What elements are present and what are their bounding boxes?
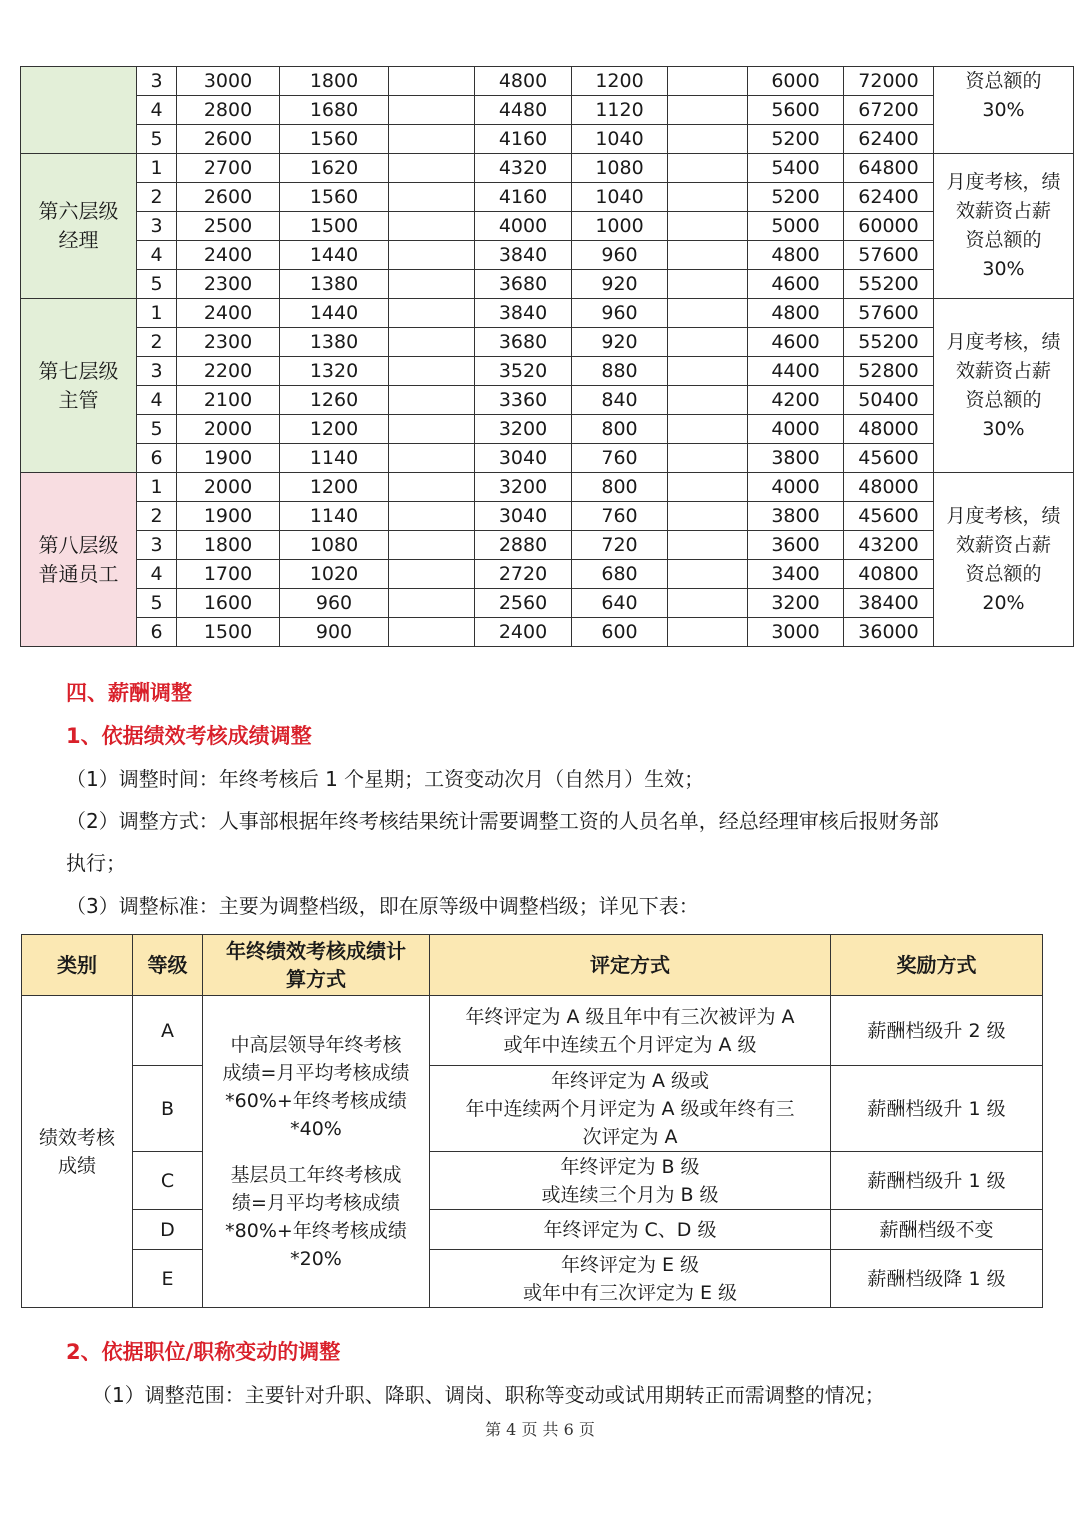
salary-cell: 1440 [280, 241, 389, 270]
paragraph-adjust-method-cont: 执行； [66, 851, 126, 875]
salary-cell [389, 125, 475, 154]
salary-cell: 2500 [177, 212, 280, 241]
salary-cell: 2800 [177, 96, 280, 125]
salary-cell: 3840 [475, 299, 572, 328]
salary-cell: 3000 [177, 67, 280, 96]
salary-cell: 60000 [844, 212, 934, 241]
grade-cell: 1 [137, 299, 177, 328]
salary-cell: 800 [572, 415, 668, 444]
salary-cell: 4200 [748, 386, 844, 415]
salary-cell: 2880 [475, 531, 572, 560]
evaluation-cell: 年终评定为 E 级 或年中有三次评定为 E 级 [430, 1250, 831, 1308]
salary-cell: 2300 [177, 328, 280, 357]
salary-cell: 52800 [844, 357, 934, 386]
salary-cell: 4800 [748, 299, 844, 328]
salary-cell: 4800 [748, 241, 844, 270]
salary-cell: 3200 [475, 473, 572, 502]
salary-cell: 43200 [844, 531, 934, 560]
salary-row [21, 386, 1074, 415]
grade-cell: 4 [137, 560, 177, 589]
salary-cell: 1380 [280, 270, 389, 299]
salary-cell: 6000 [748, 67, 844, 96]
header-grade: 等级 [133, 935, 203, 996]
calc-method-cell [203, 996, 430, 1308]
salary-cell: 1680 [280, 96, 389, 125]
salary-cell: 2100 [177, 386, 280, 415]
grade-cell: 3 [137, 531, 177, 560]
salary-cell: 5200 [748, 183, 844, 212]
salary-cell: 3040 [475, 502, 572, 531]
salary-cell [668, 96, 748, 125]
grade-cell: 4 [137, 241, 177, 270]
grade-cell: 5 [137, 589, 177, 618]
salary-cell [389, 386, 475, 415]
header-calc-method-text: 年终绩效考核成绩计 算方式 [226, 939, 406, 991]
salary-cell: 1900 [177, 444, 280, 473]
salary-cell: 1600 [177, 589, 280, 618]
evaluation-cell: 年终评定为 A 级或 年中连续两个月评定为 A 级或年终有三 次评定为 A [430, 1066, 831, 1152]
salary-cell [668, 270, 748, 299]
salary-cell: 1040 [572, 125, 668, 154]
salary-cell: 4000 [748, 473, 844, 502]
salary-cell: 1800 [177, 531, 280, 560]
adjustment-row [22, 1152, 1043, 1210]
evaluation-cell: 年终评定为 C、D 级 [430, 1210, 831, 1250]
header-calc-method [203, 935, 430, 996]
salary-cell: 960 [572, 299, 668, 328]
salary-cell: 1440 [280, 299, 389, 328]
salary-cell: 1260 [280, 386, 389, 415]
salary-cell: 57600 [844, 299, 934, 328]
note-cell: 资总额的 30% [934, 67, 1074, 154]
salary-cell: 1080 [280, 531, 389, 560]
salary-cell [389, 241, 475, 270]
salary-cell [668, 531, 748, 560]
salary-cell [389, 270, 475, 299]
salary-row [21, 618, 1074, 647]
salary-row [21, 444, 1074, 473]
salary-cell: 3200 [748, 589, 844, 618]
salary-cell: 3800 [748, 444, 844, 473]
grade-cell: 6 [137, 618, 177, 647]
salary-cell [389, 589, 475, 618]
salary-cell [668, 415, 748, 444]
reward-cell: 薪酬档级降 1 级 [831, 1250, 1043, 1308]
salary-cell: 4600 [748, 328, 844, 357]
salary-cell [668, 241, 748, 270]
salary-cell: 2560 [475, 589, 572, 618]
reward-cell: 薪酬档级升 2 级 [831, 996, 1043, 1066]
salary-cell [668, 154, 748, 183]
salary-row [21, 531, 1074, 560]
salary-row [21, 415, 1074, 444]
salary-cell: 2400 [475, 618, 572, 647]
salary-cell [389, 502, 475, 531]
note-cell: 月度考核，绩 效薪资占薪 资总额的 20% [934, 473, 1074, 647]
salary-cell: 3840 [475, 241, 572, 270]
salary-cell: 4000 [475, 212, 572, 241]
salary-cell [668, 473, 748, 502]
salary-cell: 960 [280, 589, 389, 618]
salary-cell: 3000 [748, 618, 844, 647]
salary-row [21, 96, 1074, 125]
grade-cell: 3 [137, 357, 177, 386]
salary-cell [389, 328, 475, 357]
salary-table [20, 66, 1074, 647]
grade-cell: 2 [137, 183, 177, 212]
salary-cell [668, 212, 748, 241]
subsection-title-performance: 1、依据绩效考核成绩调整 [66, 724, 312, 748]
salary-cell: 3680 [475, 328, 572, 357]
salary-cell: 2700 [177, 154, 280, 183]
salary-cell: 600 [572, 618, 668, 647]
header-evaluation: 评定方式 [430, 935, 831, 996]
salary-cell: 48000 [844, 473, 934, 502]
salary-cell: 2200 [177, 357, 280, 386]
salary-cell [668, 589, 748, 618]
grade-cell: 5 [137, 125, 177, 154]
salary-cell: 2000 [177, 415, 280, 444]
salary-cell: 4160 [475, 125, 572, 154]
salary-cell [668, 357, 748, 386]
salary-row [21, 212, 1074, 241]
salary-cell: 72000 [844, 67, 934, 96]
salary-cell: 760 [572, 502, 668, 531]
salary-cell: 1040 [572, 183, 668, 212]
salary-cell: 5400 [748, 154, 844, 183]
salary-cell: 40800 [844, 560, 934, 589]
grade-cell: 3 [137, 67, 177, 96]
salary-cell: 2400 [177, 299, 280, 328]
salary-cell: 2720 [475, 560, 572, 589]
adjustment-table [21, 934, 1043, 1308]
salary-cell: 1200 [572, 67, 668, 96]
salary-cell: 4320 [475, 154, 572, 183]
salary-cell [389, 415, 475, 444]
salary-cell: 38400 [844, 589, 934, 618]
salary-cell [668, 67, 748, 96]
salary-cell [389, 154, 475, 183]
salary-cell [668, 618, 748, 647]
salary-cell: 1800 [280, 67, 389, 96]
salary-cell: 1320 [280, 357, 389, 386]
reward-cell: 薪酬档级不变 [831, 1210, 1043, 1250]
salary-cell: 1620 [280, 154, 389, 183]
salary-cell: 50400 [844, 386, 934, 415]
level-cell: 第七层级 主管 [21, 299, 137, 473]
adjustment-row [22, 996, 1043, 1066]
salary-cell: 2400 [177, 241, 280, 270]
salary-cell [668, 444, 748, 473]
salary-cell: 2600 [177, 183, 280, 212]
salary-cell: 5000 [748, 212, 844, 241]
salary-cell [389, 560, 475, 589]
adjustment-table-header-row [22, 935, 1043, 996]
salary-row [21, 125, 1074, 154]
salary-cell: 67200 [844, 96, 934, 125]
salary-cell: 1560 [280, 125, 389, 154]
grade-cell: B [133, 1066, 203, 1152]
paragraph-adjust-standard: （3）调整标准：主要为调整档级，即在原等级中调整档级；详见下表： [66, 894, 699, 918]
salary-cell [389, 96, 475, 125]
level-cell [21, 67, 137, 154]
evaluation-cell: 年终评定为 B 级 或连续三个月为 B 级 [430, 1152, 831, 1210]
salary-cell: 62400 [844, 183, 934, 212]
grade-cell: 2 [137, 328, 177, 357]
salary-cell [389, 299, 475, 328]
reward-cell: 薪酬档级升 1 级 [831, 1152, 1043, 1210]
salary-row [21, 241, 1074, 270]
salary-cell: 45600 [844, 444, 934, 473]
salary-cell [389, 473, 475, 502]
salary-cell: 55200 [844, 270, 934, 299]
salary-cell: 2000 [177, 473, 280, 502]
category-cell: 绩效考核 成绩 [22, 996, 133, 1308]
salary-cell: 1020 [280, 560, 389, 589]
salary-cell: 3200 [475, 415, 572, 444]
salary-cell: 3360 [475, 386, 572, 415]
salary-row [21, 67, 1074, 96]
salary-row [21, 502, 1074, 531]
salary-cell: 1120 [572, 96, 668, 125]
salary-row [21, 183, 1074, 212]
salary-cell [389, 531, 475, 560]
salary-cell: 4800 [475, 67, 572, 96]
salary-cell: 5600 [748, 96, 844, 125]
salary-cell: 5200 [748, 125, 844, 154]
subsection-title-position: 2、依据职位/职称变动的调整 [66, 1340, 341, 1364]
salary-cell [668, 183, 748, 212]
salary-cell: 3800 [748, 502, 844, 531]
salary-cell: 4400 [748, 357, 844, 386]
section-title: 四、薪酬调整 [66, 681, 192, 705]
grade-cell: A [133, 996, 203, 1066]
grade-cell: C [133, 1152, 203, 1210]
salary-cell: 840 [572, 386, 668, 415]
salary-cell [668, 502, 748, 531]
salary-cell: 1900 [177, 502, 280, 531]
salary-cell: 3600 [748, 531, 844, 560]
salary-row [21, 473, 1074, 502]
salary-cell: 760 [572, 444, 668, 473]
salary-cell: 4160 [475, 183, 572, 212]
salary-cell: 920 [572, 328, 668, 357]
salary-cell: 45600 [844, 502, 934, 531]
salary-row [21, 328, 1074, 357]
grade-cell: 6 [137, 444, 177, 473]
salary-cell: 1380 [280, 328, 389, 357]
salary-cell: 800 [572, 473, 668, 502]
salary-row [21, 357, 1074, 386]
salary-cell: 3400 [748, 560, 844, 589]
note-cell: 月度考核，绩 效薪资占薪 资总额的 30% [934, 154, 1074, 299]
salary-cell: 1140 [280, 444, 389, 473]
paragraph-adjust-method: （2）调整方式：人事部根据年终考核结果统计需要调整工资的人员名单，经总经理审核后报财务部 [66, 809, 939, 833]
salary-cell: 720 [572, 531, 668, 560]
salary-cell [668, 328, 748, 357]
grade-cell: 3 [137, 212, 177, 241]
grade-cell: 4 [137, 386, 177, 415]
salary-cell [389, 618, 475, 647]
level-cell: 第八层级 普通员工 [21, 473, 137, 647]
grade-cell: D [133, 1210, 203, 1250]
salary-cell: 1080 [572, 154, 668, 183]
salary-cell: 4480 [475, 96, 572, 125]
salary-cell [389, 444, 475, 473]
salary-cell [668, 560, 748, 589]
paragraph-position-scope: （1）调整范围：主要针对升职、降职、调岗、职称等变动或试用期转正而需调整的情况； [92, 1383, 885, 1407]
salary-row [21, 270, 1074, 299]
evaluation-cell: 年终评定为 A 级且年中有三次被评为 A 或年中连续五个月评定为 A 级 [430, 996, 831, 1066]
salary-row [21, 589, 1074, 618]
salary-cell [668, 125, 748, 154]
salary-cell: 900 [280, 618, 389, 647]
salary-cell: 1500 [177, 618, 280, 647]
salary-cell: 3680 [475, 270, 572, 299]
adjustment-row [22, 1066, 1043, 1152]
grade-cell: 1 [137, 473, 177, 502]
header-reward: 奖励方式 [831, 935, 1043, 996]
salary-cell: 3520 [475, 357, 572, 386]
salary-cell: 2600 [177, 125, 280, 154]
salary-cell: 57600 [844, 241, 934, 270]
salary-cell: 640 [572, 589, 668, 618]
note-cell: 月度考核，绩 效薪资占薪 资总额的 30% [934, 299, 1074, 473]
salary-cell: 880 [572, 357, 668, 386]
salary-cell: 3040 [475, 444, 572, 473]
salary-cell: 36000 [844, 618, 934, 647]
salary-cell: 1560 [280, 183, 389, 212]
grade-cell: 5 [137, 270, 177, 299]
salary-cell [668, 299, 748, 328]
salary-cell: 1500 [280, 212, 389, 241]
grade-cell: 2 [137, 502, 177, 531]
salary-cell: 55200 [844, 328, 934, 357]
salary-row [21, 154, 1074, 183]
salary-cell [668, 386, 748, 415]
grade-cell: 1 [137, 154, 177, 183]
salary-cell [389, 212, 475, 241]
salary-cell: 1200 [280, 415, 389, 444]
salary-cell: 1700 [177, 560, 280, 589]
salary-cell: 4000 [748, 415, 844, 444]
reward-cell: 薪酬档级升 1 级 [831, 1066, 1043, 1152]
header-category: 类别 [22, 935, 133, 996]
salary-cell: 680 [572, 560, 668, 589]
salary-cell: 920 [572, 270, 668, 299]
salary-cell: 2300 [177, 270, 280, 299]
calc-method-leaders: 中高层领导年终考核 成绩=月平均考核成绩 *60%+年终考核成绩 *40% [222, 1033, 410, 1140]
salary-row [21, 560, 1074, 589]
salary-cell: 1000 [572, 212, 668, 241]
salary-cell: 62400 [844, 125, 934, 154]
grade-cell: 5 [137, 415, 177, 444]
adjustment-row [22, 1210, 1043, 1250]
salary-cell: 1140 [280, 502, 389, 531]
salary-cell: 4600 [748, 270, 844, 299]
calc-method-staff: 基层员工年终考核成 绩=月平均考核成绩 *80%+年终考核成绩 *20% [225, 1163, 407, 1270]
salary-cell [389, 67, 475, 96]
salary-row [21, 299, 1074, 328]
paragraph-adjust-time: （1）调整时间：年终考核后 1 个星期；工资变动次月（自然月）生效； [66, 767, 705, 791]
page-footer: 第 4 页 共 6 页 [485, 1420, 595, 1439]
salary-cell: 960 [572, 241, 668, 270]
grade-cell: 4 [137, 96, 177, 125]
salary-cell [389, 357, 475, 386]
level-cell: 第六层级 经理 [21, 154, 137, 299]
salary-cell [389, 183, 475, 212]
salary-cell: 64800 [844, 154, 934, 183]
adjustment-row [22, 1250, 1043, 1308]
salary-cell: 48000 [844, 415, 934, 444]
salary-cell: 1200 [280, 473, 389, 502]
grade-cell: E [133, 1250, 203, 1308]
